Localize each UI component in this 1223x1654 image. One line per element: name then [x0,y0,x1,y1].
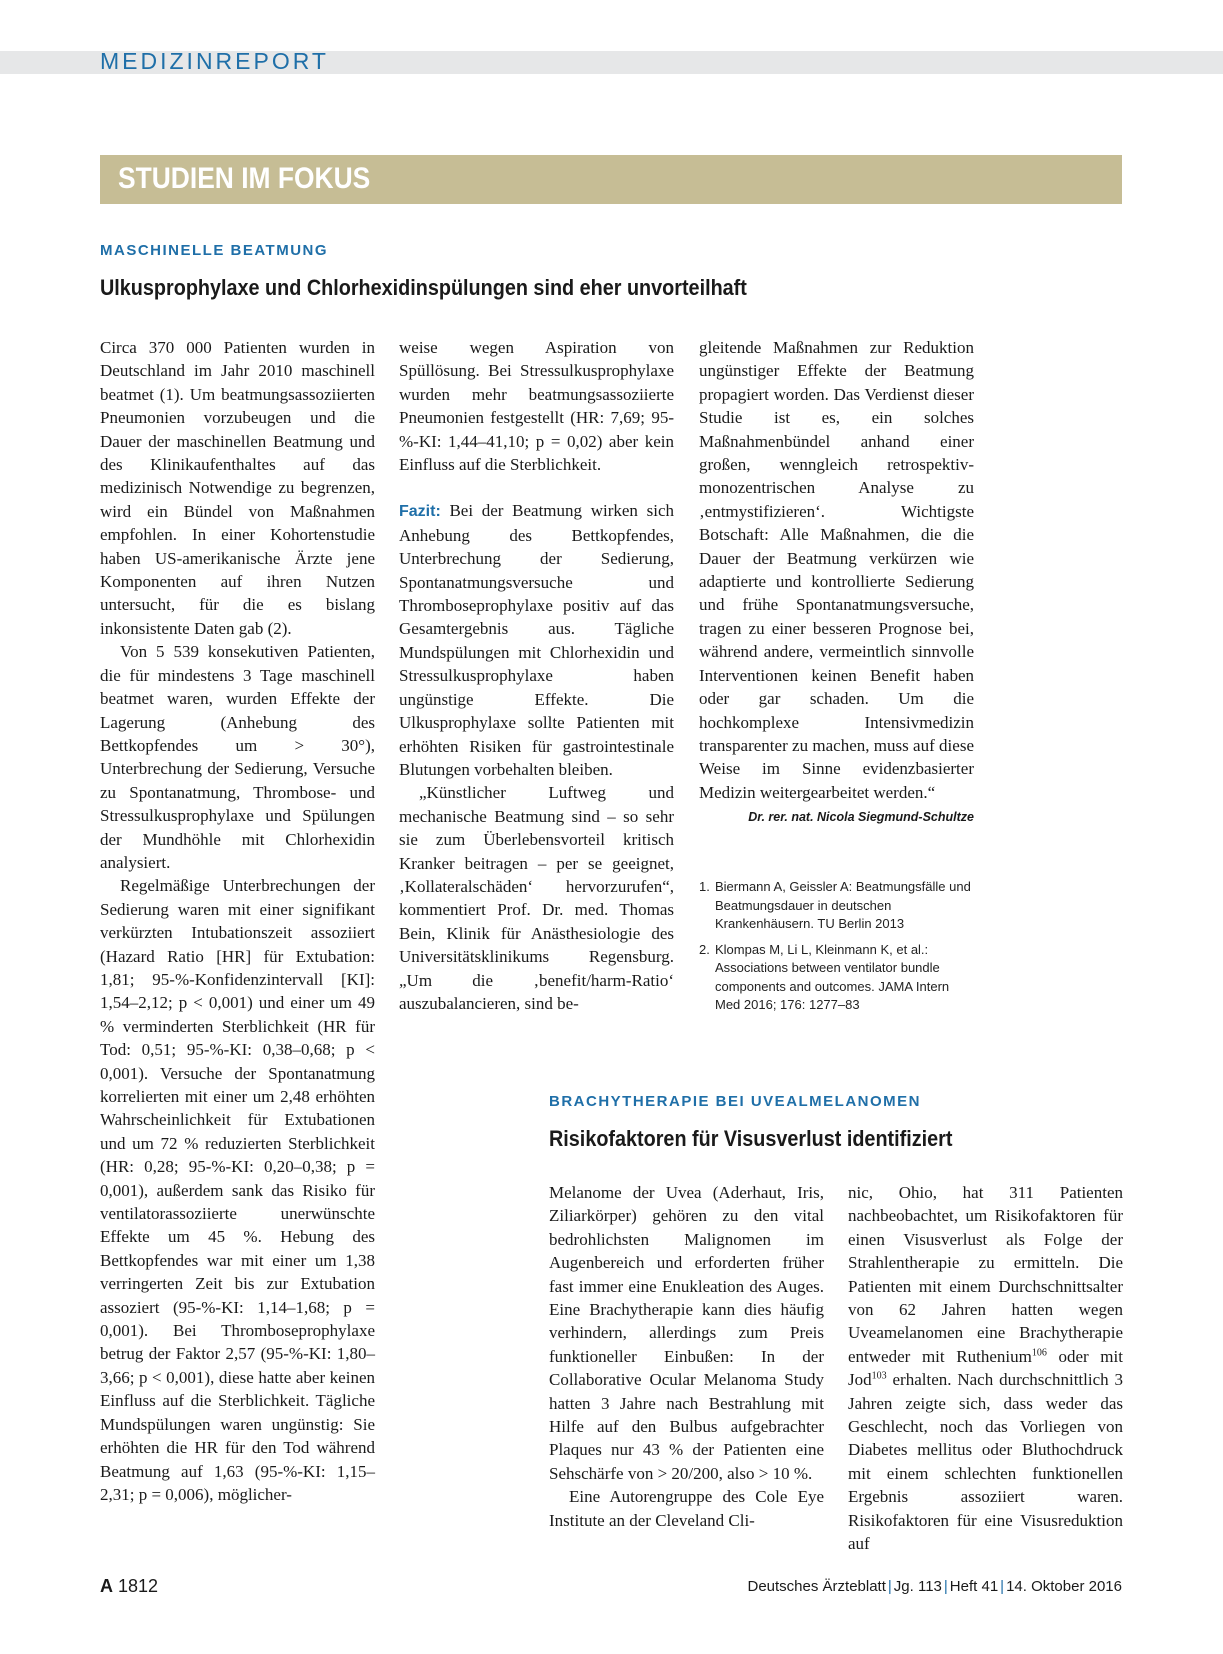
paragraph: Circa 370 000 Patienten wurden in Deutschland im Jahr 2010 maschinell beatmet (1). Um beatmungsassoziierten Pneumonien vorzubeugen und die Dauer der maschinellen Beatmung und des Klinikaufenthaltes auf das medizinisch Notwendige zu begrenzen, wird ein Bündel von Maßnahmen empfohlen. In einer Kohortenstudie haben US-amerikanische Ärzte jene Komponenten auf ihren Nutzen untersucht, für die es bislang inkonsistente Daten gab (2). [100,338,375,638]
journal-date: 14. Oktober 2016 [1006,1578,1122,1595]
paragraph: gleitende Maßnahmen zur Reduktion ungünstiger Effekte der Beatmung propagiert worden. Das Verdienst dieser Studie ist es, ein solches Maßnahmenbündel anhand einer großen, wenngleich retrospektiv-monozentrischen Analyse zu ‚entmystifizieren‘. Wichtigste Botschaft: Alle Maßnahmen, die die Dauer der Beatmung verkürzen wie adaptierte und kontrollierte Sedierung und frühe Spontanatmungsversuche, tragen zu einer besseren Prognose bei, während andere, vermeintlich sinnvolle Interventionen keinen Benefit haben oder gar schaden. Um die hochkomplexe Intensivmedizin transparenter zu machen, muss auf diese Weise im Sinne evidenzbasierter Medizin weitergearbeitet werden.“ [699,338,974,802]
fazit-text: Bei der Beatmung wirken sich Anhebung des Bettkopfendes, Unterbrechung der Sedierung, Spontanatmungsversuche und Thromboseprophylaxe positiv auf das Gesamtergebnis aus. Tägliche Mundspülungen mit Chlorhexidin und Stressulkusprophylaxe haben ungünstige Effekte. Die Ulkusprophylaxe sollte Patienten mit erhöhten Risiken für gastrointestinale Blutungen vorbehalten bleiben. [399,501,674,779]
section-kicker: MEDIZINREPORT [100,48,329,74]
article2-column-1 [549,1181,824,1532]
paragraph: Regelmäßige Unterbrechungen der Sedierung waren mit einer signifikant verkürzten Intubationszeit assoziiert (Hazard Ratio [HR] für Extubation: 1,81; 95-%-Konfidenzintervall [KI]: 1,54–2,12; p < 0,001) und einer um 49 % verminderten Sterblichkeit (HR für Tod: 0,51; 95-%-KI: 0,38–0,68; p < 0,001). Versuche der Spontanatmung korrelierten mit einer um 2,48 erhöhten Wahrscheinlichkeit für Extubationen und um 72 % reduzierten Sterblichkeit (HR: 0,28; 95-%-KI: 0,20–0,38; p = 0,001), außerdem sank das Risiko für ventilatorassoziierte unerwünschte Effekte um 45 %. Hebung des Bettkopfendes war mit einer um 1,38 verringerten Zeit bis zur Extubation assoziert (95-%-KI: 1,14–1,68; p = 0,001). Bei Thromboseprophylaxe betrug der Faktor 2,57 (95-%-KI: 1,80–3,66; p < 0,001), diese hatte aber keinen Einfluss auf die Sterblichkeit. Tägliche Mundspülungen waren ungünstig: Sie erhöhten die HR für den Tod während Beatmung auf 1,63 (95-%-KI: 1,15–2,31; p = 0,006), möglicher- [100,876,375,1504]
journal-issue: Heft 41 [949,1578,999,1595]
topic-banner [100,155,1122,204]
paragraph: weise wegen Aspiration von Spüllösung. Bei Stressulkusprophylaxe wurden mehr beatmungsassoziierte Pneumonien festgestellt (HR: 7,69; 95-%-KI: 1,44–41,10; p = 0,02) aber kein Einfluss auf die Sterblichkeit. [399,338,674,475]
isotope-superscript: 103 [871,1370,887,1382]
paragraph: „Künstlicher Luftweg und mechanische Beatmung sind – so sehr sie zum Überlebensvorteil kritisch Kranker beitragen – per se geeignet, ‚Kollateralschäden‘ hervorzurufen“, kommentiert Prof. Dr. med. Thomas Bein, Klinik für Anästhesiologie des Universitätsklinikums Regensburg. „Um die ‚benefit/harm-Ratio‘ auszubalancieren, sind be- [399,783,674,1013]
article1-column-2 [399,336,674,1015]
references-list [699,878,977,1022]
paragraph: nic, Ohio, hat 311 Patienten nachbeobachtet, um Risikofaktoren für einen Visusverlust als Folge der Strahlentherapie zu ermitteln. Die Patienten mit einem Durchschnittsalter von 62 Jahren hatten wegen Uveamelanomen eine Brachytherapie entweder mit Ruthenium$^{106}$ oder mit Jod$^{103}$ erhalten. Nach durchschnittlich 3 Jahren zeigte sich, dass weder das Geschlecht, noch das Vorliegen von Diabetes mellitus oder Bluthochdruck mit einem schlechten funktionellen Ergebnis assoziiert waren. Risikofaktoren für eine Visusreduktion auf [848,1183,1123,1554]
article2-column-2 [848,1181,1123,1556]
paragraph: Melanome der Uvea (Aderhaut, Iris, Ziliarkörper) gehören zu den vital bedrohlichsten Malignomen im Augenbereich und erforderten früher fast immer eine Enukleation des Auges. Eine Brachytherapie kann dies häufig verhindern, allerdings zum Preis funktioneller Einbußen: In der Collaborative Ocular Melanoma Study hatten 3 Jahre nach Bestrahlung mit Hilfe auf den Bulbus aufgebrachter Plaques nur 43 % der Patienten eine Sehschärfe von > 20/200, also > 10 %. [549,1183,824,1483]
journal-footer: Deutsches Ärzteblatt | Jg. 113 | Heft 41 | 14. Oktober 2016 [747,1578,1122,1595]
article1-column-1 [100,336,375,1506]
fazit-paragraph [399,499,674,781]
article1-column-3 [699,336,974,830]
journal-volume: Jg. 113 [893,1578,942,1595]
fazit-label: Fazit: [399,503,441,521]
article1-title: Ulkusprophylaxe und Chlorhexidinspülungen sind eher unvorteilhaft [100,275,747,300]
paragraph: Von 5 539 konsekutiven Patienten, die für mindestens 3 Tage maschinell beatmet waren, wurden Effekte der Lagerung (Anhebung des Bettkopfendes um > 30°), Unterbrechung der Sedierung, Versuche zu Spontanatmung, Thrombose- und Stressulkusprophylaxe und Spülungen der Mundhöhle mit Chlorhexidin analysiert. [100,642,375,872]
reference-item: 1. Biermann A, Geissler A: Beatmungsfälle und Beatmungsdauer in deutschen Krankenhäusern. TU Berlin 2013 [699,879,971,931]
article2-title: Risikofaktoren für Visusverlust identifiziert [549,1126,953,1151]
banner-title: STUDIEN IM FOKUS [118,162,371,195]
reference-item: 2. Klompas M, Li L, Kleinmann K, et al.: Associations between ventilator bundle components and outcomes. JAMA Intern Med 2016; 176: 1277–83 [699,941,950,1012]
author-credit: Dr. rer. nat. Nicola Siegmund-Schultze [748,810,974,825]
page-number: A 1812 [100,1576,159,1596]
article2-label: BRACHYTHERAPIE BEI UVEALMELANOMEN [549,1093,922,1110]
isotope-superscript: 106 [1031,1347,1047,1359]
paragraph: Eine Autorengruppe des Cole Eye Institute an der Cleveland Cli- [549,1487,824,1530]
article1-label: MASCHINELLE BEATMUNG [100,242,329,259]
journal-name: Deutsches Ärzteblatt [747,1578,886,1595]
